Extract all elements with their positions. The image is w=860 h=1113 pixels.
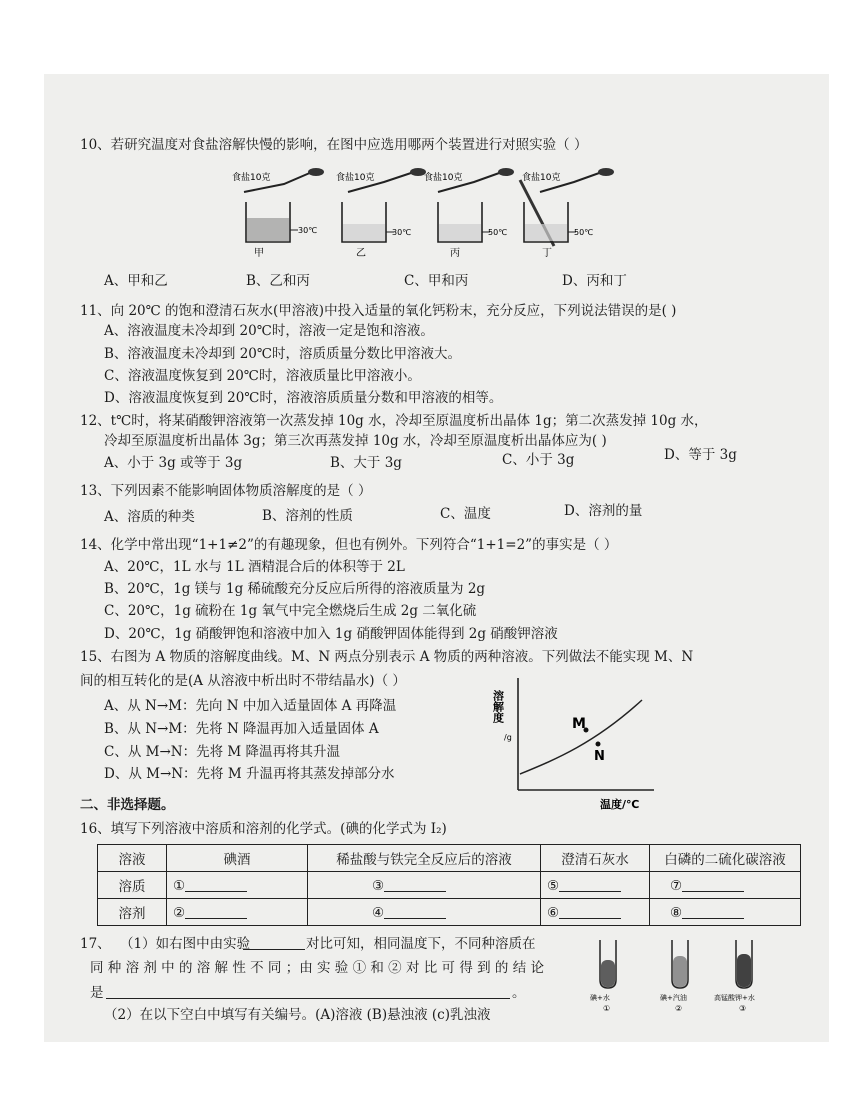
beaker-yi-temp: 30℃ [392, 228, 412, 237]
q13-option-c: C、温度 [440, 506, 491, 522]
q15-stem-line2: 间的相互转化的是(A 从溶液中析出时不带结晶水)（ ） [80, 673, 406, 689]
tube-2-label: 碘+汽油 [660, 994, 687, 1002]
q15-solubility-graph [491, 672, 664, 812]
q17-blank-1[interactable] [243, 949, 305, 950]
q11-stem: 11、向 20℃ 的饱和澄清石灰水(甲溶液)中投入适量的氧化钙粉末，充分反应，下列说法错误的是( ) [80, 303, 677, 319]
q14-stem: 14、化学中常出现“1+1≠2”的有趣现象，但也有例外。下列符合“1+1=2”的事实是（ ） [80, 537, 618, 553]
q10-option-b: B、乙和丙 [246, 273, 310, 289]
table-row-label: 溶质 [98, 872, 167, 899]
q10-option-a: A、甲和乙 [104, 273, 168, 289]
answer-number: ⑧ [670, 904, 683, 921]
q11-option-d: D、溶液温度恢复到 20℃时，溶液溶质质量分数和甲溶液的相等。 [104, 390, 503, 406]
answer-cell[interactable] [541, 872, 650, 899]
beaker-bing-salt-label: 食盐10克 [424, 173, 463, 183]
tube-3 [714, 940, 755, 1013]
spoon-bowl-icon [598, 168, 614, 176]
beaker-yi-salt-label: 食盐10克 [336, 173, 375, 183]
q10-stem: 10、若研究温度对食盐溶解快慢的影响，在图中应选用哪两个装置进行对照实验（ ） [80, 137, 588, 153]
beaker-bing-name: 丙 [450, 248, 460, 259]
q15-option-b: B、从 N→M：先将 N 降温再加入适量固体 A [104, 721, 379, 737]
beaker-ding-salt-label: 食盐10克 [522, 173, 561, 183]
tube-1-label: 碘+水 [590, 994, 610, 1002]
q14-option-c: C、20℃，1g 硫粉在 1g 氧气中完全燃烧后生成 2g 二氧化硫 [104, 603, 477, 619]
q17-line3a: 是 [90, 985, 104, 1001]
graph-y-unit: /g [504, 733, 512, 742]
q11-option-c: C、溶液温度恢复到 20℃时，溶液质量比甲溶液小。 [104, 368, 421, 384]
answer-cell[interactable] [308, 872, 541, 899]
q17-line3b: 。 [512, 985, 526, 1001]
answer-blank [682, 877, 744, 892]
answer-blank [559, 877, 621, 892]
tube-3-label: 高锰酸钾+水 [714, 994, 755, 1002]
tube-2-num: ② [675, 1004, 683, 1013]
q12-option-b: B、大于 3g [330, 455, 402, 471]
answer-blank [185, 904, 247, 919]
q13-option-d: D、溶剂的量 [564, 503, 643, 519]
q15-option-d: D、从 M→N：先将 M 升温再将其蒸发掉部分水 [104, 766, 395, 782]
answer-number: ⑥ [547, 904, 560, 921]
solubility-curve [520, 700, 642, 774]
table-header-row [98, 845, 801, 872]
point-n-dot [596, 742, 601, 747]
q17-line1a: （1）如右图中由实验 [120, 936, 251, 952]
table-row [98, 872, 801, 899]
spoon-bowl-icon [308, 168, 324, 176]
q16-stem: 16、填写下列溶液中溶质和溶剂的化学式。(碘的化学式为 I₂) [80, 821, 447, 837]
q17-test-tubes [586, 936, 786, 1016]
answer-blank [559, 904, 621, 919]
beaker-jia [232, 168, 324, 259]
table-row [98, 899, 801, 926]
q12-option-c: C、小于 3g [502, 452, 575, 468]
q12-option-a: A、小于 3g 或等于 3g [104, 455, 243, 471]
q15-option-c: C、从 M→N：先将 M 降温再将其升温 [104, 744, 340, 760]
q17-line1b: 对比可知，相同温度下，不同种溶质在 [306, 936, 536, 952]
answer-number: ⑤ [547, 877, 560, 894]
point-n-label: N [594, 749, 605, 764]
beaker-jia-salt-label: 食盐10克 [232, 173, 271, 183]
table-header-cell: 溶液 [98, 845, 167, 872]
answer-blank [185, 877, 247, 892]
beaker-ding [520, 168, 614, 259]
table-header-cell: 稀盐酸与铁完全反应后的溶液 [308, 845, 541, 872]
q14-option-d: D、20℃，1g 硝酸钾饱和溶液中加入 1g 硝酸钾固体能得到 2g 硝酸钾溶液 [104, 626, 558, 642]
answer-cell[interactable] [541, 899, 650, 926]
table-header-cell: 澄清石灰水 [541, 845, 650, 872]
answer-cell[interactable] [308, 899, 541, 926]
table-header-cell: 白磷的二硫化碳溶液 [650, 845, 801, 872]
q17-line2: 同 种 溶 剂 中 的 溶 解 性 不 同 ；由 实 验 ① 和 ② 对 比 可 得 到 的 结 论 [90, 960, 544, 976]
tube-1-num: ① [603, 1004, 611, 1013]
answer-number: ③ [372, 877, 385, 894]
q11-option-a: A、溶液温度未冷却到 20℃时，溶液一定是饱和溶液。 [104, 323, 434, 339]
q13-option-b: B、溶剂的性质 [262, 508, 353, 524]
q10-beaker-figure [224, 166, 624, 262]
tube-3-num: ③ [739, 1004, 747, 1013]
answer-cell[interactable] [650, 872, 801, 899]
answer-cell[interactable] [167, 899, 308, 926]
table-row-label: 溶剂 [98, 899, 167, 926]
beaker-yi-name: 乙 [356, 248, 366, 259]
q14-option-a: A、20℃，1L 水与 1L 酒精混合后的体积等于 2L [104, 559, 405, 575]
table-header-cell: 碘酒 [167, 845, 308, 872]
q13-option-a: A、溶质的种类 [104, 509, 195, 525]
beaker-jia-temp: 30℃ [298, 226, 318, 235]
tube-1 [590, 940, 616, 1013]
answer-number: ④ [372, 904, 385, 921]
q16-table [97, 844, 801, 926]
answer-blank [384, 904, 446, 919]
q15-option-a: A、从 N→M：先向 N 中加入适量固体 A 再降温 [104, 698, 397, 714]
graph-x-label: 温度/℃ [600, 798, 640, 811]
q13-stem: 13、下列因素不能影响固体物质溶解度的是（ ） [80, 483, 372, 499]
beaker-jia-name: 甲 [254, 248, 264, 259]
graph-y-label: 溶解度 [491, 690, 505, 723]
q12-option-d: D、等于 3g [664, 447, 737, 463]
section-title: 二、非选择题。 [80, 797, 175, 813]
tube-2 [660, 940, 688, 1013]
answer-blank [384, 877, 446, 892]
answer-blank [682, 904, 744, 919]
beaker-bing-temp: 50℃ [488, 228, 508, 237]
q12-stem-line2: 冷却至原温度析出晶体 3g；第三次再蒸发掉 10g 水，冷却至原温度析出晶体应为( ) [104, 433, 607, 449]
q14-option-b: B、20℃，1g 镁与 1g 稀硫酸充分反应后所得的溶液质量为 2g [104, 581, 486, 597]
point-m-label: M [572, 716, 586, 732]
q15-stem-line1: 15、右图为 A 物质的溶解度曲线。M、N 两点分别表示 A 物质的两种溶液。下列做法不能实现 M、N [80, 649, 694, 665]
answer-number: ① [173, 877, 186, 894]
q17-blank-2[interactable] [106, 998, 510, 999]
q10-option-d: D、丙和丁 [562, 273, 627, 289]
beaker-yi [336, 168, 426, 259]
answer-cell[interactable] [167, 872, 308, 899]
answer-cell[interactable] [650, 899, 801, 926]
beaker-ding-name: 丁 [542, 248, 552, 259]
q17-number: 17、 [80, 936, 111, 952]
beaker-ding-temp: 50℃ [574, 228, 594, 237]
answer-number: ② [173, 904, 186, 921]
beaker-bing [424, 168, 514, 259]
spoon-bowl-icon [498, 168, 514, 176]
q11-option-b: B、溶液温度未冷却到 20℃时，溶质质量分数比甲溶液大。 [104, 346, 461, 362]
q10-option-c: C、甲和丙 [404, 273, 469, 289]
q17-part2: （2）在以下空白中填写有关编号。(A)溶液 (B)悬浊液 (c)乳浊液 [104, 1007, 491, 1023]
q12-stem-line1: 12、t℃时，将某硝酸钾溶液第一次蒸发掉 10g 水，冷却至原温度析出晶体 1g；第二次蒸发掉 10g 水， [80, 413, 708, 429]
answer-number: ⑦ [670, 877, 683, 894]
